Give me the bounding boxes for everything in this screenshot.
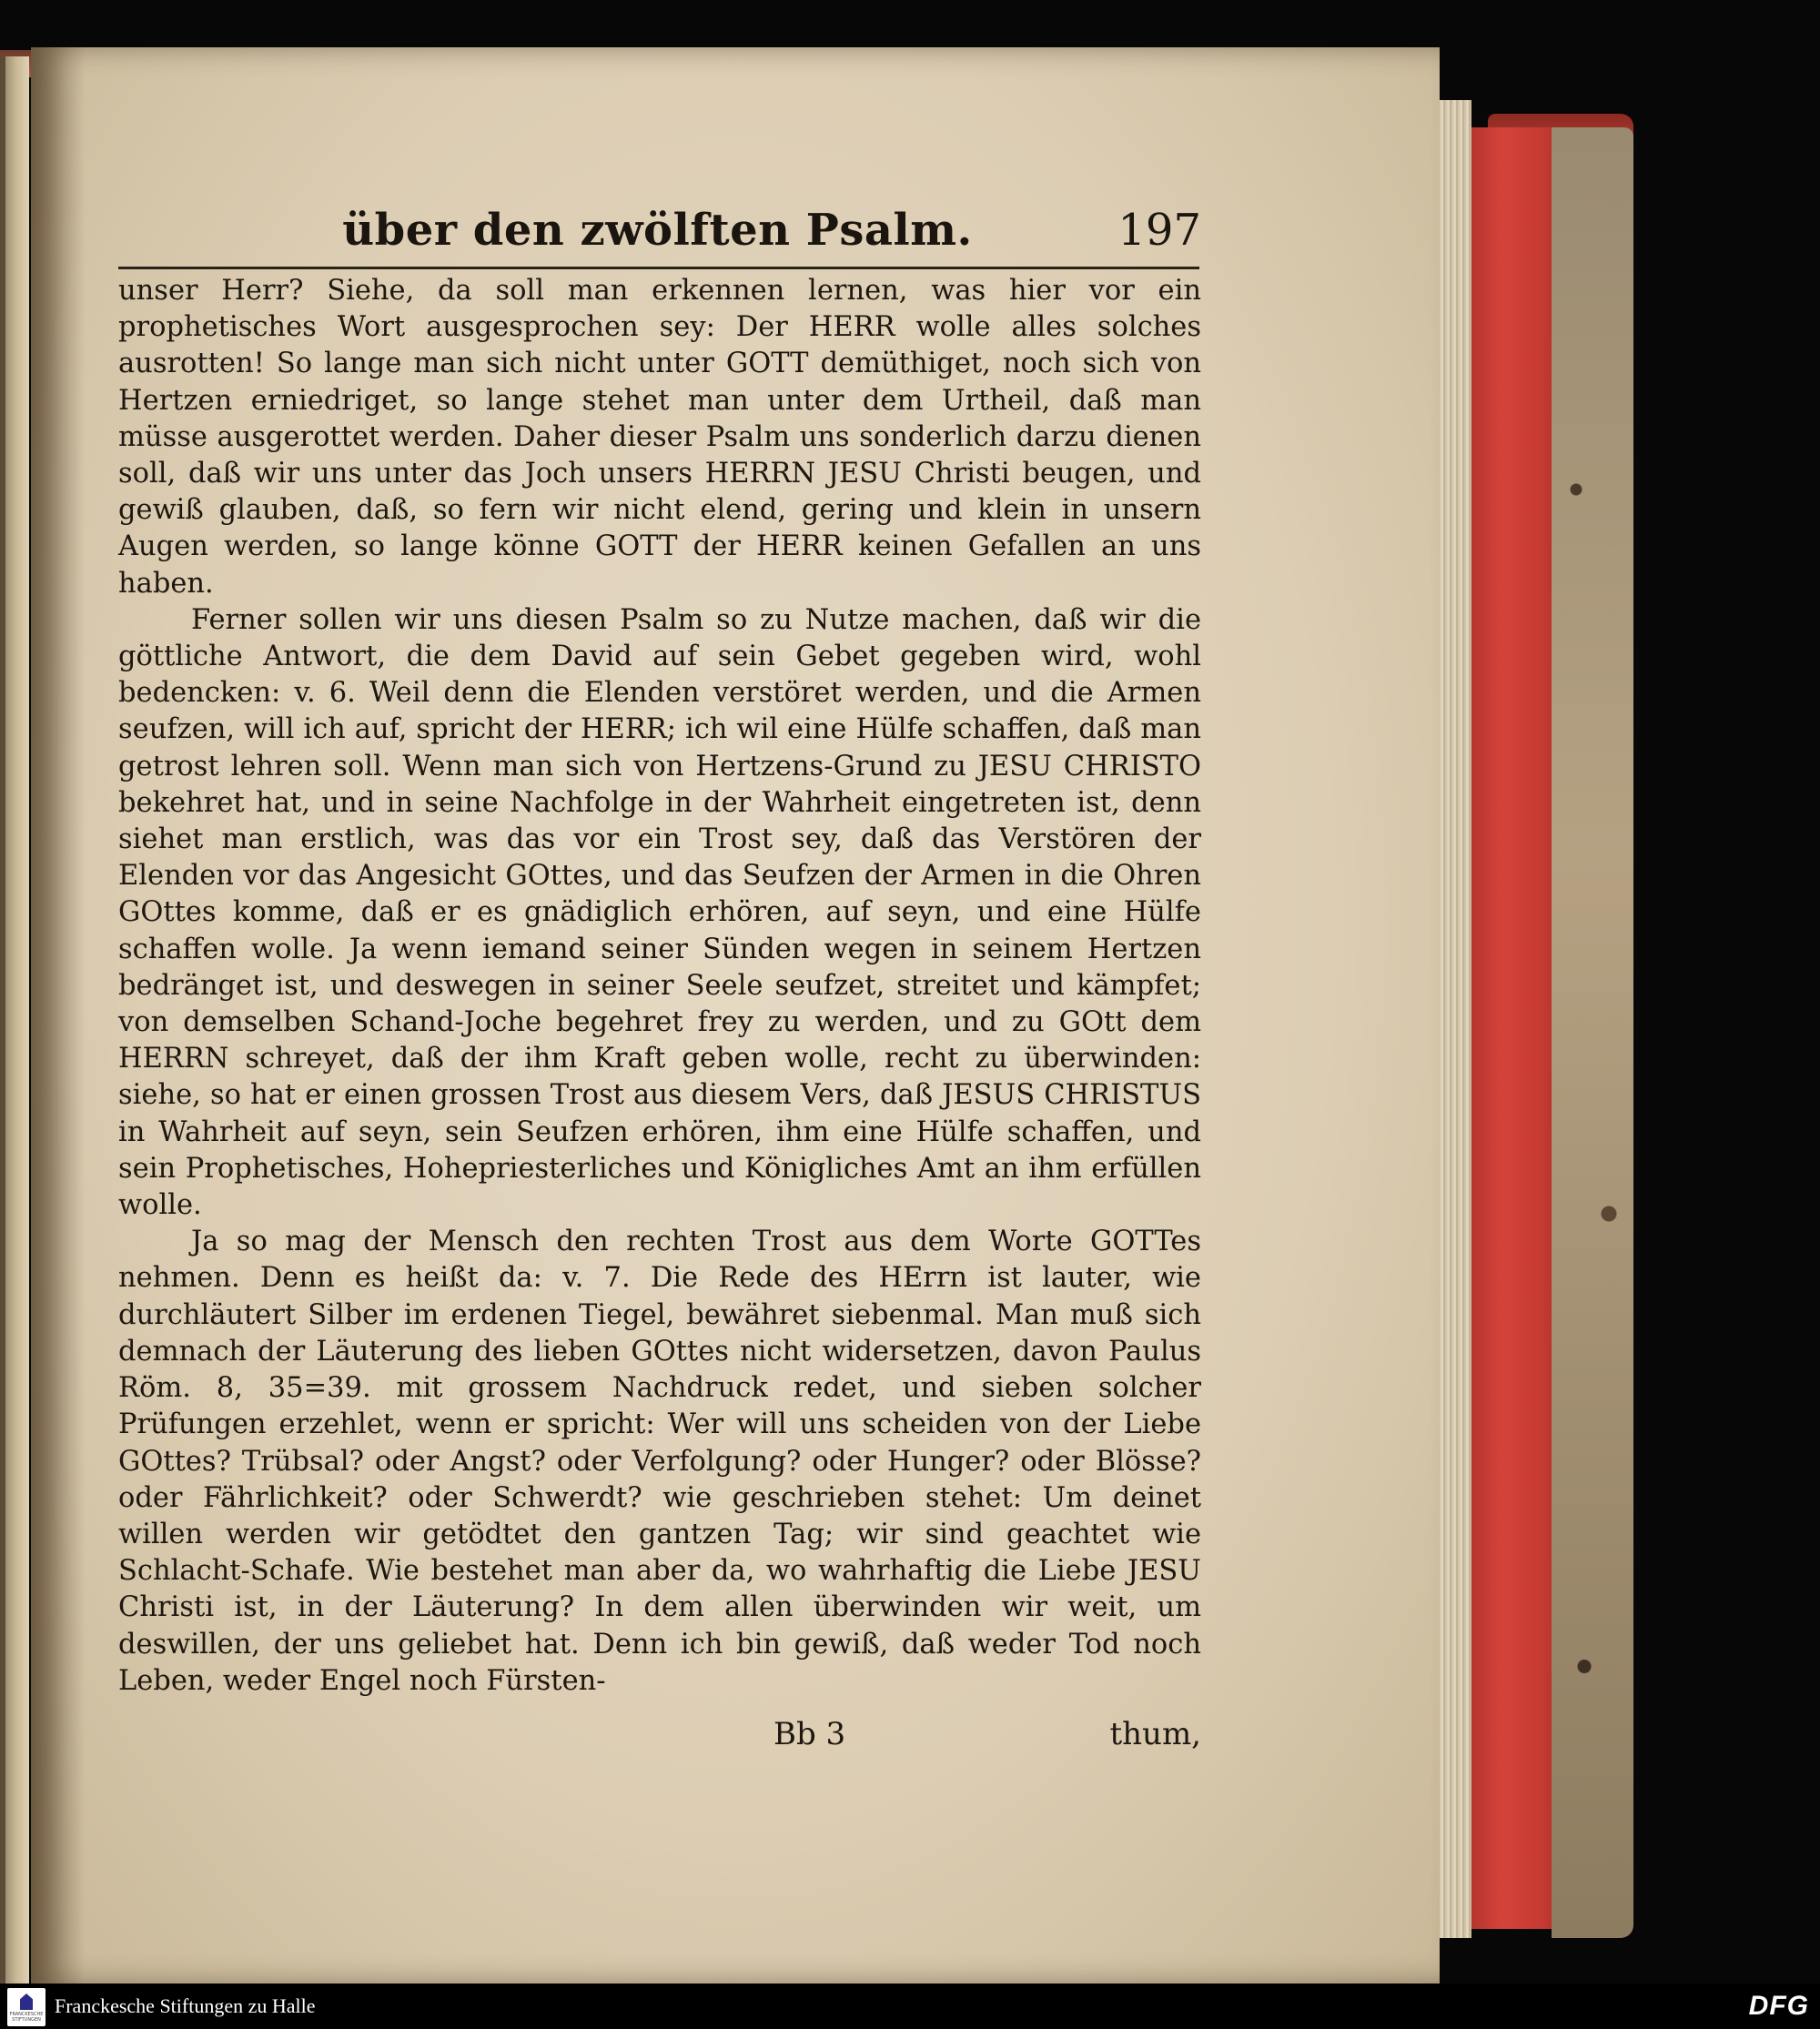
paragraph-3: Ja so mag der Mensch den rechten Trost aus dem Worte GOTTes nehmen. Denn es heißt da: v. 7. Die Rede des HErrn ist lauter, wie durchläutert Silber im erdenen Tiegel, bewähret siebenmal. Man muß sich demnach der Läuterung des lieben GOttes nicht widersetzen, davon Paulus Röm. 8, 35=39. mit grossem Nachdruck redet, und sieben solcher Prüfungen erzehlet, wenn er spricht: Wer will uns scheiden von der Liebe GOttes? Trübsal? oder Angst? oder Verfolgung? oder Hunger? oder Blösse? oder Fährlichkeit? oder Schwerdt? wie geschrieben stehet: Um deinet willen werden wir getödtet den gantzen Tag; wir sind geachtet wie Schlacht-Schafe. Wie bestehet man aber da, wo wahrhaftig die Liebe JESU Christi ist, in der Läuterung? In dem allen überwinden wir weit, um deswillen, der uns geliebet hat. Denn ich bin gewiß, daß weder Tod noch Leben, weder Engel noch Fürsten- bbox=[118, 1226, 1201, 1697]
institution-logo[interactable] bbox=[7, 1988, 46, 2026]
body-text bbox=[118, 273, 1201, 1700]
paragraph-2: Ferner sollen wir uns diesen Psalm so zu Nutze machen, daß wir die göttliche Antwort, die dem David auf sein Gebet gegeben wird, wohl bedencken: v. 6. Weil denn die Elenden verstöret werden, und die Armen seufzen, will ich auf, spricht der HERR; ich wil eine Hülfe schaffen, daß man getrost lehren soll. Wenn man sich von Hertzens-Grund zu JESU CHRISTO bekehret hat, und in seine Nachfolge in der Wahrheit eingetreten ist, denn siehet man erstlich, was das vor ein Trost sey, daß das Verstören der Elenden vor das Angesicht GOttes, und das Seufzen der Armen in die Ohren GOttes komme, daß er es gnädiglich erhören, auf seyn, und eine Hülfe schaffen wolle. Ja wenn iemand seiner Sünden wegen in seinem Hertzen bedränget ist, und deswegen in seiner Seele seufzet, streitet und kämpfet; von demselben Schand-Joche begehret frey zu werden, und zu GOtt dem HERRN schreyet, daß der ihm Kraft geben wolle, recht zu überwinden: siehe, so hat er einen grossen Trost aus diesem Vers, daß JESUS CHRISTUS in Wahrheit auf seyn, sein Seufzen erhören, ihm eine Hülfe schaffen, und sein Prophetisches, Hohepriesterliches und Königliches Amt an ihm erfüllen wolle. bbox=[118, 603, 1201, 1222]
running-title: über den zwölften Psalm. bbox=[342, 205, 973, 256]
paragraph-1: unser Herr? Siehe, da soll man erkennen lernen, was hier vor ein prophetisches Wort ausgesprochen sey: Der HERR wolle alles solches ausrotten! So lange man sich nicht unter GOTT demüthiget, noch sich von Hertzen erniedriget, so lange stehet man unter dem Urtheil, daß man müsse ausgerottet werden. Daher dieser Psalm uns sonderlich darzu dienen soll, daß wir uns unter das Joch unsers HERRN JESU Christi beugen, und gewiß glauben, daß, so fern wir nicht elend, gering und klein in unsern Augen werden, so lange könne GOTT der HERR keinen Gefallen an uns haben. bbox=[118, 275, 1201, 600]
left-page-shadow bbox=[0, 56, 5, 1985]
page-header bbox=[114, 205, 1201, 263]
building-icon bbox=[20, 1994, 33, 2010]
institution-name[interactable]: Franckesche Stiftungen zu Halle bbox=[55, 1994, 316, 2017]
catchword: thum, bbox=[1109, 1716, 1201, 1752]
page-footer bbox=[118, 1716, 1201, 1756]
gutter-shadow bbox=[31, 47, 86, 1984]
header-rule bbox=[118, 267, 1199, 269]
dfg-logo[interactable]: DFG bbox=[1748, 1991, 1809, 2021]
page-number: 197 bbox=[1117, 205, 1201, 256]
logo-caption: FRANCKESCHE STIFTUNGEN bbox=[9, 2012, 44, 2023]
signature-mark: Bb 3 bbox=[774, 1716, 846, 1752]
viewer-bottom-bar bbox=[0, 1984, 1820, 2029]
marbled-cover bbox=[1552, 127, 1633, 1938]
